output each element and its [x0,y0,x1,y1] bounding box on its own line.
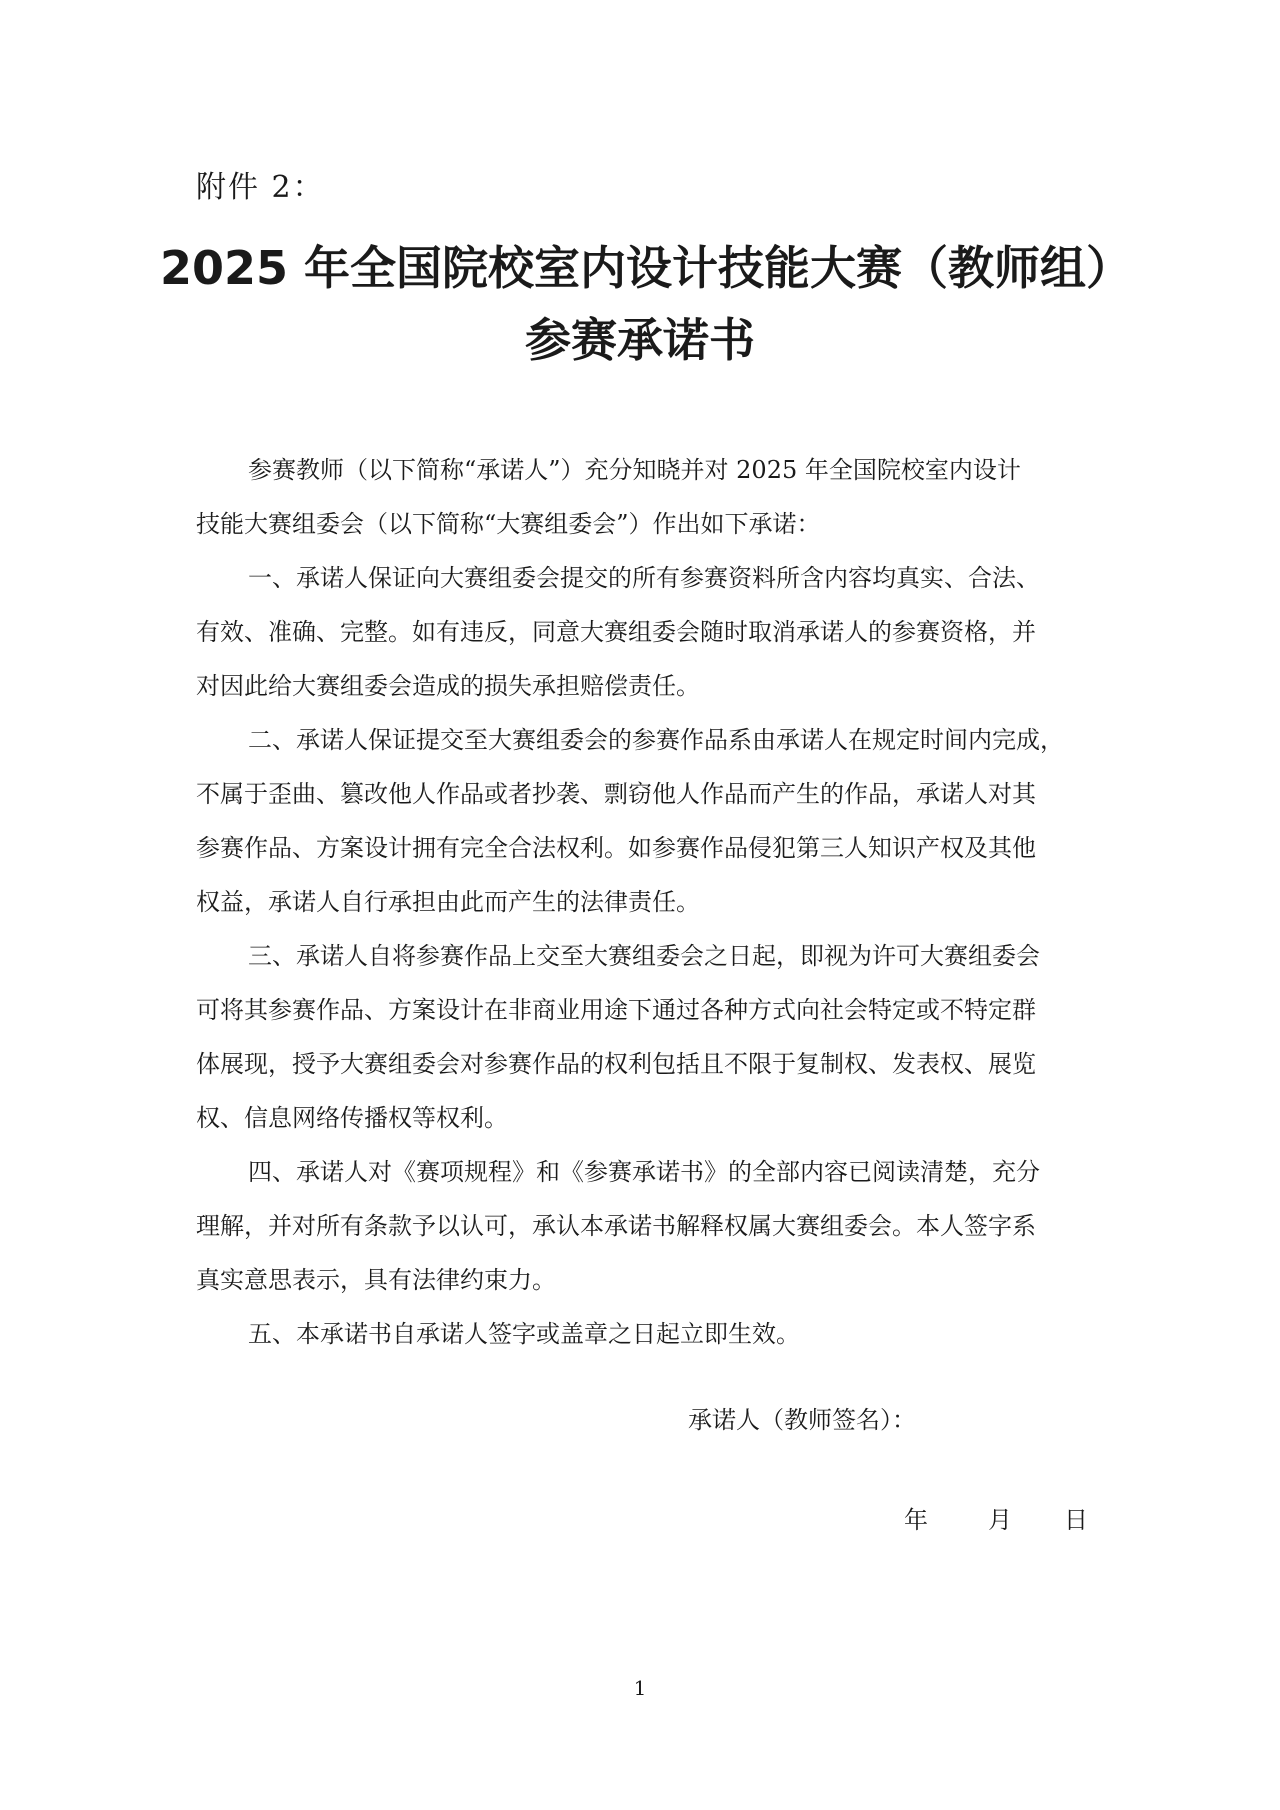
body-line: 二、承诺人保证提交至大赛组委会的参赛作品系由承诺人在规定时间内完成， [248,726,1064,754]
document-title-line-1: 2025 年全国院校室内设计技能大赛（教师组） [160,241,1133,295]
date-month-label: 月 [988,1506,1012,1534]
body-line: 真实意思表示，具有法律约束力。 [196,1266,556,1294]
body-line: 四、承诺人对《赛项规程》和《参赛承诺书》的全部内容已阅读清楚，充分 [248,1158,1040,1186]
body-line: 权、信息网络传播权等权利。 [196,1104,508,1132]
page-number: 1 [633,1676,647,1700]
body-line: 体展现，授予大赛组委会对参赛作品的权利包括且不限于复制权、发表权、展览 [196,1050,1036,1078]
body-line: 技能大赛组委会（以下简称“大赛组委会”）作出如下承诺： [196,510,821,538]
document-title-line-2: 参赛承诺书 [525,313,755,367]
attachment-label: 附件 2： [196,170,325,205]
body-line: 不属于歪曲、篡改他人作品或者抄袭、剽窃他人作品而产生的作品，承诺人对其 [196,780,1036,808]
body-line: 三、承诺人自将参赛作品上交至大赛组委会之日起，即视为许可大赛组委会 [248,942,1040,970]
body-line: 参赛教师（以下简称“承诺人”）充分知晓并对 2025 年全国院校室内设计 [248,456,1021,484]
body-line: 权益，承诺人自行承担由此而产生的法律责任。 [196,888,700,916]
body-line: 有效、准确、完整。如有违反，同意大赛组委会随时取消承诺人的参赛资格，并 [196,618,1036,646]
date-day-label: 日 [1064,1506,1088,1534]
commitment-body [196,443,1084,1361]
signature-label: 承诺人（教师签名）： [688,1406,916,1434]
body-line: 理解，并对所有条款予以认可，承认本承诺书解释权属大赛组委会。本人签字系 [196,1212,1036,1240]
body-line: 一、承诺人保证向大赛组委会提交的所有参赛资料所含内容均真实、合法、 [248,564,1040,592]
date-year-label: 年 [904,1506,928,1534]
body-line: 对因此给大赛组委会造成的损失承担赔偿责任。 [196,672,700,700]
body-line: 五、本承诺书自承诺人签字或盖章之日起立即生效。 [248,1320,800,1348]
body-line: 参赛作品、方案设计拥有完全合法权利。如参赛作品侵犯第三人知识产权及其他 [196,834,1036,862]
body-line: 可将其参赛作品、方案设计在非商业用途下通过各种方式向社会特定或不特定群 [196,996,1036,1024]
